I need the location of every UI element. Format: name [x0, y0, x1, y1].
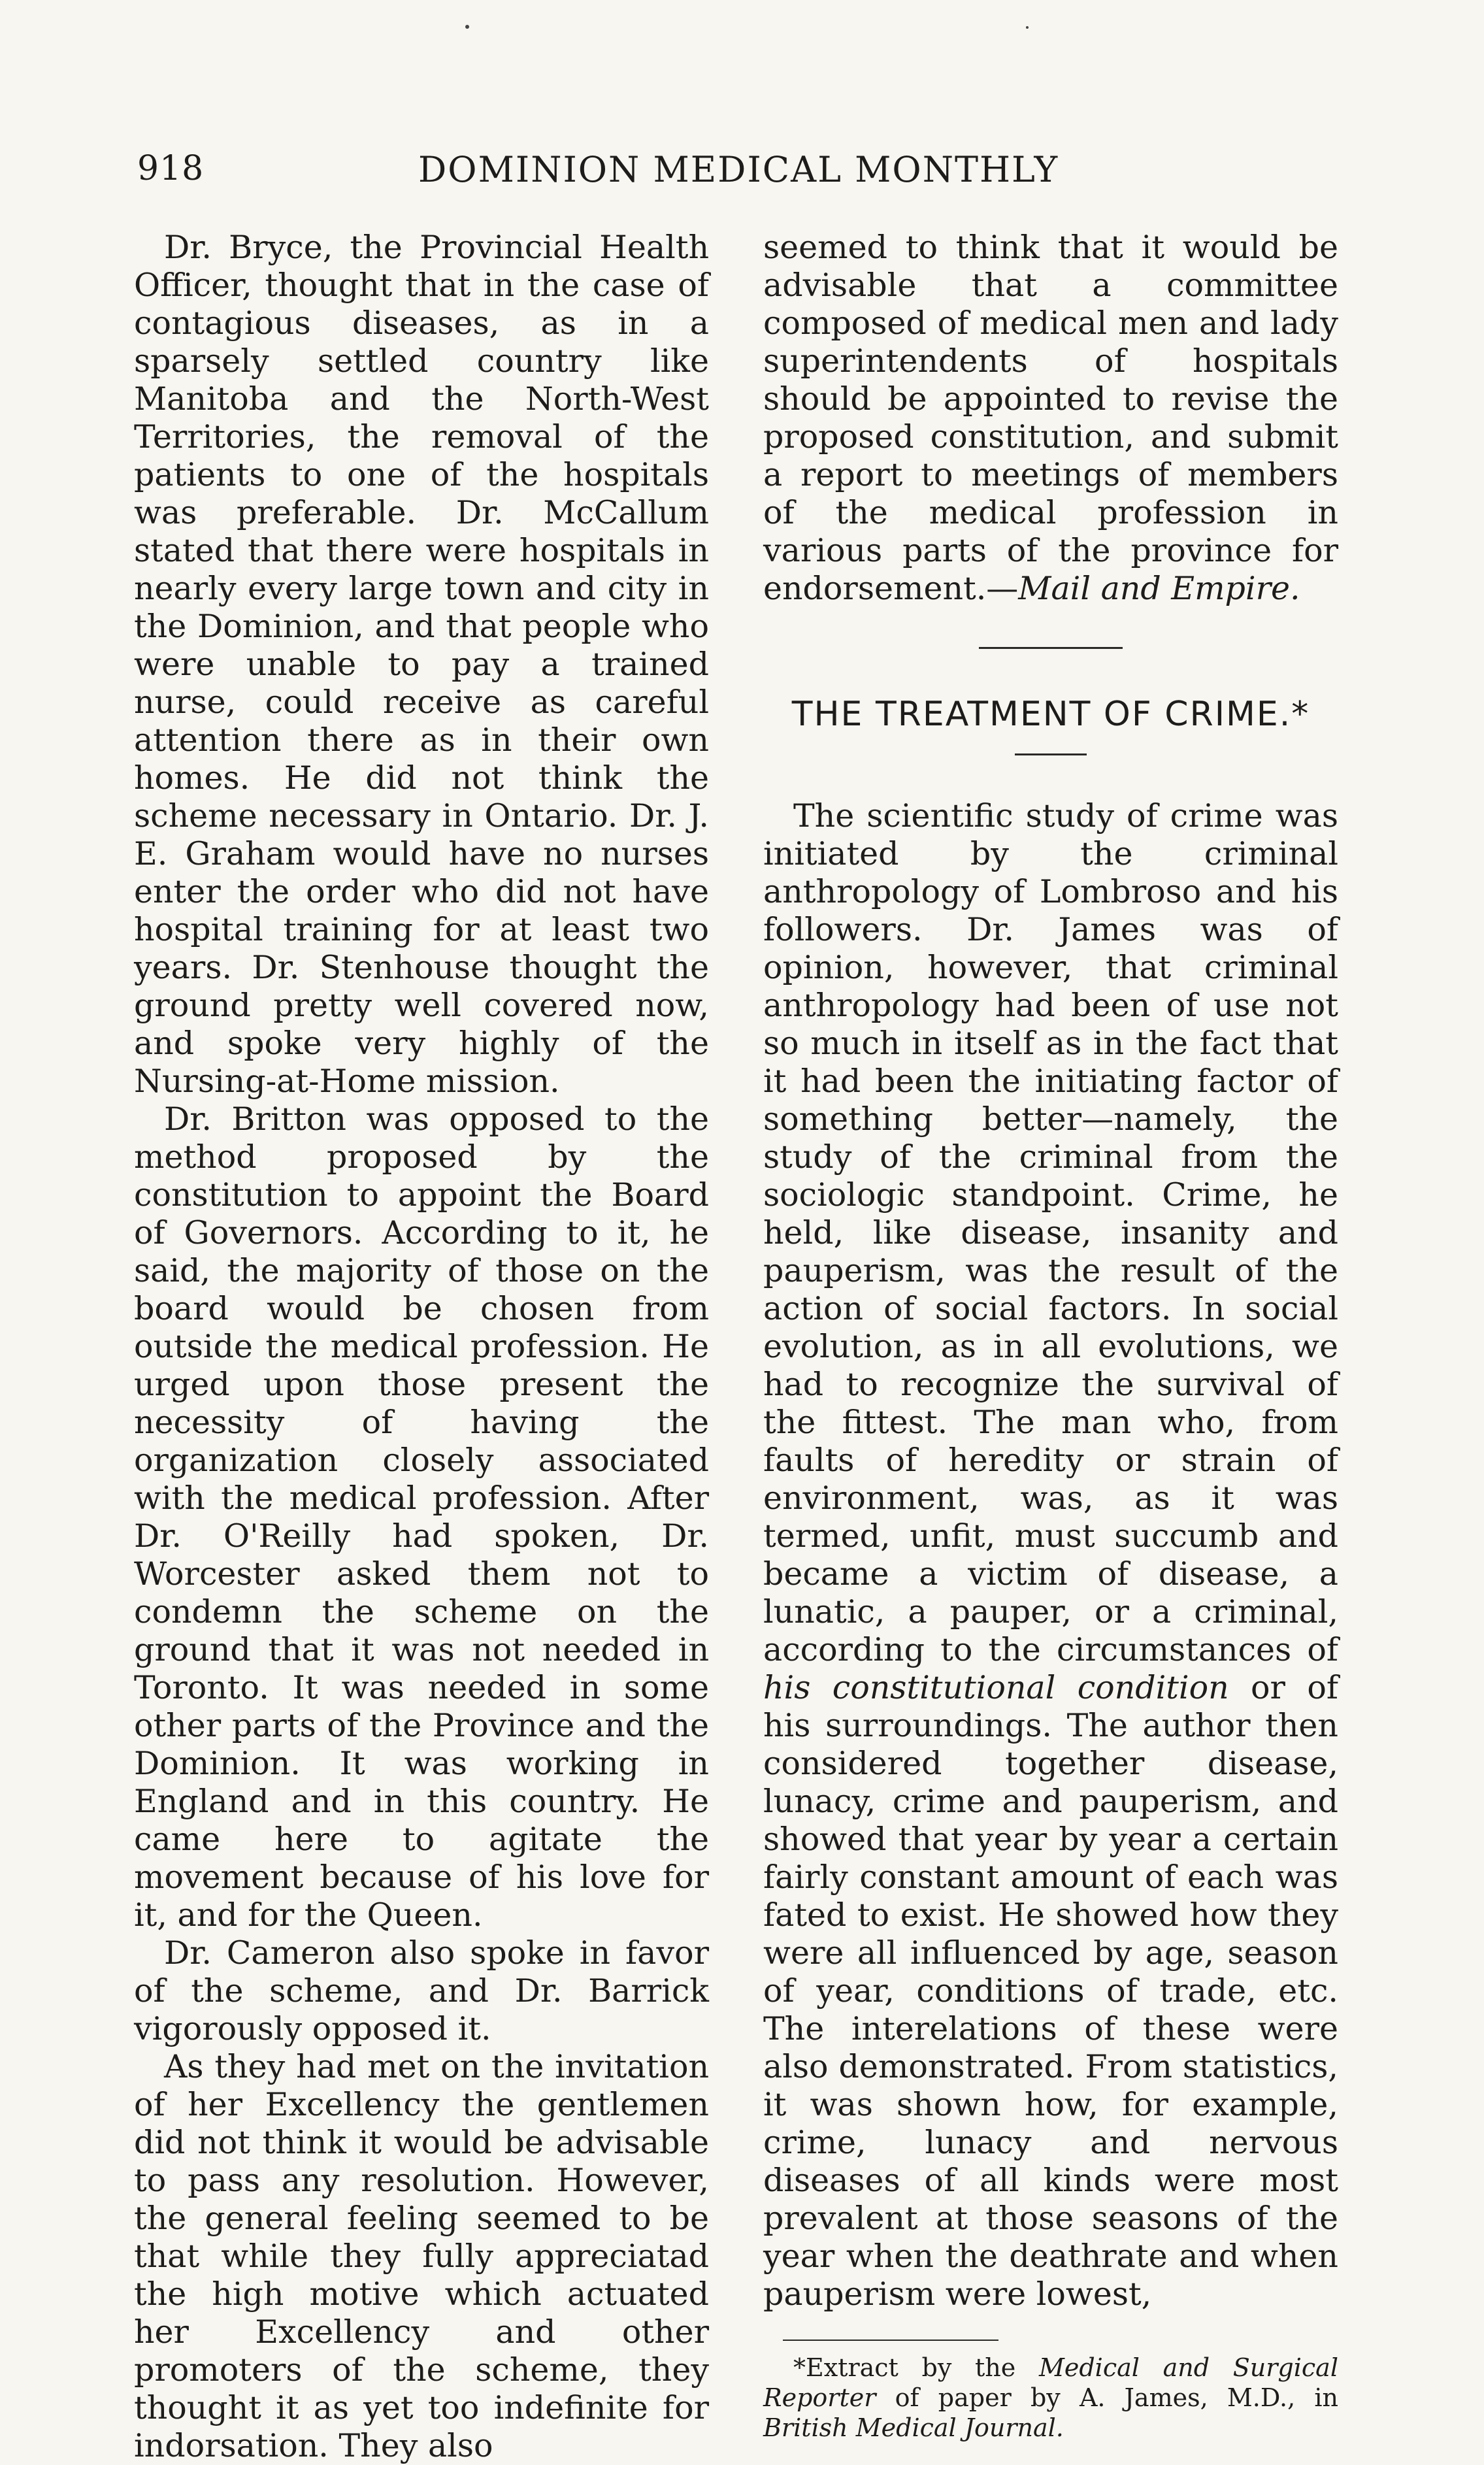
print-speck	[465, 25, 469, 29]
footnote	[763, 2353, 1338, 2443]
footnote-text: of paper by A. James, M.D., in	[876, 2383, 1338, 2412]
page-header	[137, 149, 1366, 195]
paragraph-text: seemed to think that it would be advisable that a committee composed of medical men and lady superintendents of hospitals should be appointed to revise the proposed constitution, and submit a report to meetings of members of the medical profession in various parts of the province for endorsement.—	[763, 229, 1338, 607]
paragraph-text: or of his surroundings. The author then considered together disease, lunacy, crime and pauperism, and showed that year by year a certain fairly constant amount of each was fated to exist. He showed how they were all influenced by age, season of year, conditions of trade, etc. The interelations of these were also demonstrated. From statistics, it was shown how, for example, crime, lunacy and nervous diseases of all kinds were most prevalent at those seasons of the year when the deathrate and when pauperism were lowest,	[763, 1669, 1338, 2313]
print-speck	[1026, 26, 1029, 29]
journal-name: Medical and Surgical Reporter	[763, 2353, 1338, 2412]
paragraph: Dr. Britton was opposed to the method proposed by the constitution to appoint the Board of Governors. According to it, he said, the majority of those on the board would be chosen from outside the medical profession. He urged upon those present the necessity of having the organization closely associated with the medical profession. After Dr. O'Reilly had spoken, Dr. Worcester asked them not to condemn the scheme on the ground that it was not needed in Toronto. It was needed in some other parts of the Province and the Dominion. It was working in England and in this country. He came here to agitate the movement because of his love for it, and for the Queen.	[134, 1100, 709, 1934]
paragraph	[763, 229, 1338, 608]
section-divider	[979, 647, 1123, 649]
article-heading: THE TREATMENT OF CRIME.*	[791, 695, 1310, 734]
running-title: DOMINION MEDICAL MONTHLY	[418, 149, 1059, 190]
left-column	[134, 229, 709, 2465]
paragraph: As they had met on the invitation of her Excellency the gentlemen did not think it would be advisable to pass any resolution. However, the general feeling seemed to be that while they fully appreciatad the high motive which actuated her Excellency and other promoters of the scheme, they thought it as yet too indefinite for indorsation. They also	[134, 2048, 709, 2464]
footnote-rule	[783, 2340, 998, 2341]
source-citation: Mail and Empire.	[1018, 570, 1300, 607]
right-column	[763, 229, 1338, 2443]
paragraph: Dr. Cameron also spoke in favor of the scheme, and Dr. Barrick vigorously opposed it.	[134, 1934, 709, 2047]
paragraph: Dr. Bryce, the Provincial Health Officer, thought that in the case of contagious diseases, as in a sparsely settled country like Manitoba and the North-West Territories, the removal of the patients to one of the hospitals was preferable. Dr. McCallum stated that there were hospitals in nearly every large town and city in the Dominion, and that people who were unable to pay a trained nurse, could receive as careful attention there as in their own homes. He did not think the scheme necessary in Ontario. Dr. J. E. Graham would have no nurses enter the order who did not have hospital training for at least two years. Dr. Stenhouse thought the ground pretty well covered now, and spoke very highly of the Nursing-at-Home mission.	[134, 229, 709, 1100]
heading-rule	[1015, 753, 1087, 755]
paragraph-text: The scientific study of crime was initiated by the criminal anthropology of Lombroso and his followers. Dr. James was of opinion, however, that criminal anthropology had been of use not so much in itself as in the fact that it had been the initiating factor of something better—namely, the study of the criminal from the sociologic standpoint. Crime, he held, like disease, insanity and pauperism, was the result of the action of social factors. In social evolution, as in all evolutions, we had to recognize the survival of the fittest. The man who, from faults of heredity or strain of environment, was, as it was termed, unfit, must succumb and became a victim of disease, a lunatic, a pauper, or a criminal, according to the circumstances of	[763, 797, 1338, 1668]
footnote-text: *Extract by the	[793, 2353, 1039, 2382]
paragraph	[763, 797, 1338, 2313]
page-number: 918	[137, 149, 205, 188]
journal-name: British Medical Journal.	[763, 2413, 1064, 2442]
italic-phrase: his constitutional condition	[763, 1669, 1229, 1706]
